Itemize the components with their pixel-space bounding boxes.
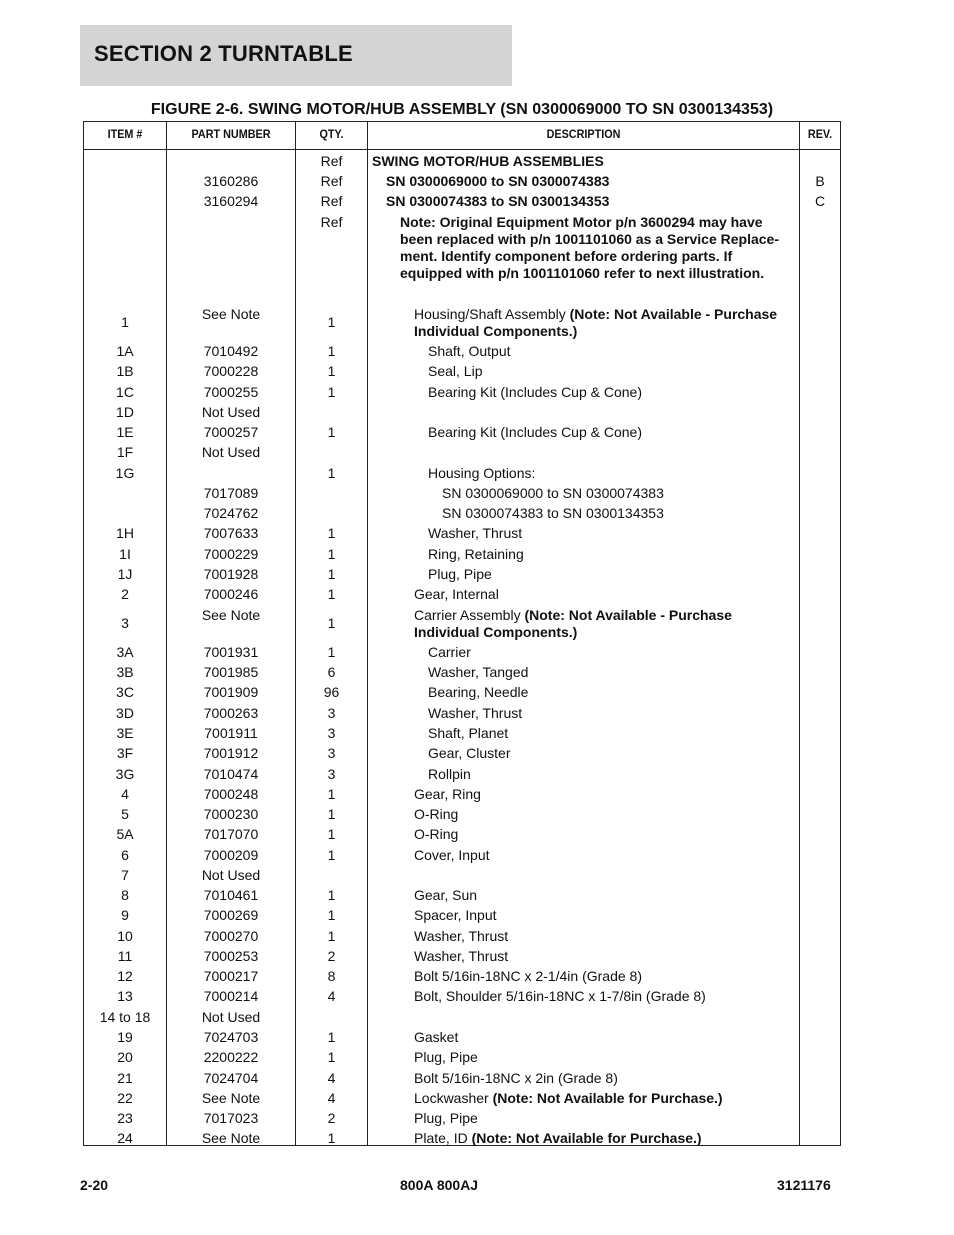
qty-cell: 1	[327, 546, 336, 562]
item-cell: 5	[121, 806, 129, 822]
item-cell: 20	[117, 1049, 133, 1065]
rev-cell: C	[814, 193, 826, 209]
description-cell	[414, 948, 794, 965]
section-title: SECTION 2 TURNTABLE	[94, 41, 353, 66]
description-text: O-Ring	[414, 826, 459, 842]
description-text: Housing Options:	[428, 465, 536, 481]
part-number-cell: 7000217	[203, 968, 259, 984]
part-number-cell: 7000230	[203, 806, 259, 822]
part-number-cell: 7000257	[203, 424, 259, 440]
description-text: SWING MOTOR/HUB ASSEMBLIES	[372, 153, 604, 169]
description-text: Plate, ID	[414, 1130, 472, 1146]
col-header-part-number: PART NUMBER	[191, 127, 271, 141]
description-cell	[414, 847, 794, 864]
description-text: Bolt 5/16in-18NC x 2in (Grade 8)	[414, 1070, 618, 1086]
description-cell	[428, 566, 798, 583]
part-number-cell: Not Used	[201, 444, 261, 460]
part-number-cell: 7000253	[203, 948, 259, 964]
qty-cell: 2	[327, 948, 336, 964]
qty-cell: 1	[327, 786, 336, 802]
part-number-cell: 7000228	[203, 363, 259, 379]
item-cell: 3E	[116, 725, 134, 741]
description-cell	[428, 684, 798, 701]
description-text: Plug, Pipe	[428, 566, 492, 582]
qty-cell: 1	[327, 847, 336, 863]
description-text: Note: Original Equipment Motor p/n 3600294 may have been replaced with p/n 1001101060 as a Service Replace-ment. Identify component before ordering parts. If equipped with p/n 1001101060 refer to next illustration.	[400, 214, 779, 281]
part-number-cell: See Note	[201, 607, 261, 623]
description-cell	[414, 806, 794, 823]
part-number-cell: 7024704	[203, 1070, 259, 1086]
qty-cell: 6	[327, 664, 336, 680]
col-header-item: ITEM #	[107, 127, 143, 141]
part-number-cell: 7010474	[203, 766, 259, 782]
item-cell: 24	[117, 1130, 133, 1146]
qty-cell: 1	[327, 887, 336, 903]
description-cell	[428, 424, 798, 441]
description-text: Plug, Pipe	[414, 1110, 478, 1126]
part-number-cell: 7000248	[203, 786, 259, 802]
item-cell: 12	[117, 968, 133, 984]
header-divider	[84, 149, 840, 150]
item-cell: 1E	[116, 424, 134, 440]
item-cell: 1B	[116, 363, 134, 379]
description-cell	[414, 1029, 794, 1046]
description-text: Bolt 5/16in-18NC x 2-1/4in (Grade 8)	[414, 968, 642, 984]
description-note: (Note: Not Available for Purchase.)	[492, 1090, 723, 1106]
description-note: (Note: Not Available - Purchase Individual Components.)	[414, 607, 732, 640]
part-number-cell: 3160294	[203, 193, 259, 209]
item-cell: 1F	[116, 444, 134, 460]
item-cell: 7	[121, 867, 129, 883]
part-number-cell: 7001909	[203, 684, 259, 700]
part-number-cell: 3160286	[203, 173, 259, 189]
part-number-cell: See Note	[201, 306, 261, 322]
part-number-cell: 7000209	[203, 847, 259, 863]
description-text: Shaft, Output	[428, 343, 511, 359]
description-cell	[414, 586, 794, 603]
description-cell	[414, 826, 794, 843]
qty-cell: 1	[327, 928, 336, 944]
description-text: SN 0300074383 to SN 0300134353	[386, 193, 610, 209]
description-text: Bearing Kit (Includes Cup & Cone)	[428, 424, 642, 440]
item-cell: 1H	[116, 525, 134, 541]
description-text: Housing/Shaft Assembly	[414, 306, 570, 322]
description-text: O-Ring	[414, 806, 459, 822]
qty-cell: 4	[327, 1070, 336, 1086]
item-cell: 21	[117, 1070, 133, 1086]
section-header	[80, 25, 512, 86]
part-number-cell: 7001931	[203, 644, 259, 660]
description-text: Cover, Input	[414, 847, 490, 863]
qty-cell: 96	[323, 684, 340, 700]
item-cell: 3D	[116, 705, 134, 721]
item-cell: 6	[121, 847, 129, 863]
description-text: Carrier Assembly	[414, 607, 525, 623]
qty-cell: 1	[327, 615, 336, 631]
description-text: Spacer, Input	[414, 907, 497, 923]
qty-cell: Ref	[320, 153, 343, 169]
qty-cell: 1	[327, 586, 336, 602]
col-header-qty: QTY.	[319, 127, 344, 141]
model-number: 800A 800AJ	[400, 1177, 479, 1193]
part-number-cell: 7001985	[203, 664, 259, 680]
description-note: (Note: Not Available - Purchase Individual Components.)	[414, 306, 778, 339]
qty-cell: 3	[327, 725, 336, 741]
qty-cell: 1	[327, 525, 336, 541]
part-number-cell: 7024762	[203, 505, 259, 521]
description-cell	[414, 1070, 794, 1087]
description-cell	[400, 214, 786, 282]
part-number-cell: 7024703	[203, 1029, 259, 1045]
qty-cell: 1	[327, 1130, 336, 1146]
item-cell: 19	[117, 1029, 133, 1045]
item-cell: 1G	[115, 465, 135, 481]
qty-cell: 1	[327, 384, 336, 400]
qty-cell: 1	[327, 566, 336, 582]
item-cell: 3A	[116, 644, 134, 660]
description-cell	[428, 725, 798, 742]
part-number-cell: 7007633	[203, 525, 259, 541]
description-text: Gear, Sun	[414, 887, 478, 903]
description-cell	[428, 465, 798, 482]
description-cell	[414, 607, 794, 641]
item-cell: 14 to 18	[99, 1009, 151, 1025]
item-cell: 5A	[116, 826, 134, 842]
part-number-cell: 7000255	[203, 384, 259, 400]
part-number-cell: 7000270	[203, 928, 259, 944]
part-number-cell: 7017023	[203, 1110, 259, 1126]
description-cell	[414, 786, 794, 803]
description-cell	[386, 173, 791, 190]
description-cell	[428, 546, 798, 563]
description-cell	[414, 306, 794, 340]
description-note: (Note: Not Available for Purchase.)	[471, 1130, 702, 1146]
description-cell	[442, 505, 802, 522]
description-cell	[442, 485, 802, 502]
part-number-cell: 7010492	[203, 343, 259, 359]
description-cell	[414, 928, 794, 945]
qty-cell: 1	[327, 806, 336, 822]
page-number: 2-20	[80, 1177, 109, 1193]
qty-cell: 1	[327, 907, 336, 923]
part-number-cell: 7017070	[203, 826, 259, 842]
column-divider	[367, 122, 368, 1145]
description-text: SN 0300074383 to SN 0300134353	[442, 505, 664, 521]
part-number-cell: 2200222	[203, 1049, 259, 1065]
description-text: Gasket	[414, 1029, 459, 1045]
item-cell: 1C	[116, 384, 134, 400]
item-cell: 3B	[116, 664, 134, 680]
part-number-cell: 7001911	[204, 725, 258, 741]
qty-cell: 1	[327, 1049, 336, 1065]
description-cell	[428, 644, 798, 661]
description-text: Bolt, Shoulder 5/16in-18NC x 1-7/8in (Grade 8)	[414, 988, 706, 1004]
item-cell: 1I	[119, 546, 131, 562]
part-number-cell: 7001928	[203, 566, 259, 582]
part-number-cell: 7000269	[203, 907, 259, 923]
item-cell: 11	[117, 948, 133, 964]
item-cell: 9	[121, 907, 129, 923]
rev-cell: B	[815, 173, 825, 189]
description-cell	[414, 1049, 794, 1066]
part-number-cell: See Note	[201, 1090, 261, 1106]
qty-cell: 2	[327, 1110, 336, 1126]
part-number-cell: Not Used	[201, 1009, 261, 1025]
qty-cell: 4	[327, 988, 336, 1004]
part-number-cell: 7000263	[203, 705, 259, 721]
description-text: Washer, Thrust	[414, 928, 509, 944]
description-cell	[428, 525, 798, 542]
description-cell	[414, 1110, 794, 1127]
description-cell	[414, 988, 794, 1005]
part-number-cell: Not Used	[201, 867, 261, 883]
description-text: SN 0300069000 to SN 0300074383	[386, 173, 610, 189]
qty-cell: 1	[327, 424, 336, 440]
qty-cell: 1	[327, 314, 336, 330]
description-cell	[414, 907, 794, 924]
item-cell: 2	[121, 586, 129, 602]
description-cell	[414, 1090, 794, 1107]
qty-cell: 1	[327, 465, 336, 481]
qty-cell: 3	[327, 745, 336, 761]
description-text: Gear, Internal	[414, 586, 499, 602]
item-cell: 4	[121, 786, 129, 802]
description-cell	[414, 1130, 794, 1147]
description-cell	[428, 766, 798, 783]
description-cell	[414, 887, 794, 904]
qty-cell: 1	[327, 1029, 336, 1045]
description-text: Bearing Kit (Includes Cup & Cone)	[428, 384, 642, 400]
part-number-cell: 7000246	[203, 586, 259, 602]
qty-cell: 8	[327, 968, 336, 984]
column-divider	[799, 122, 800, 1145]
description-cell	[386, 193, 791, 210]
qty-cell: 1	[327, 343, 336, 359]
part-number-cell: 7017089	[203, 485, 259, 501]
qty-cell: Ref	[320, 173, 343, 189]
qty-cell: Ref	[320, 214, 343, 230]
item-cell: 1D	[116, 404, 134, 420]
qty-cell: 3	[327, 705, 336, 721]
qty-cell: 4	[327, 1090, 336, 1106]
description-cell	[428, 745, 798, 762]
part-number-cell: See Note	[201, 1130, 261, 1146]
parts-table	[83, 121, 841, 1146]
qty-cell: 1	[327, 826, 336, 842]
description-text: Lockwasher	[414, 1090, 493, 1106]
description-cell	[428, 343, 798, 360]
description-text: Ring, Retaining	[428, 546, 524, 562]
description-text: Plug, Pipe	[414, 1049, 478, 1065]
qty-cell: 3	[327, 766, 336, 782]
item-cell: 1	[121, 314, 129, 330]
description-text: Washer, Thrust	[428, 705, 523, 721]
description-text: Washer, Tanged	[428, 664, 529, 680]
description-text: Bearing, Needle	[428, 684, 529, 700]
description-cell	[372, 153, 792, 170]
item-cell: 3	[121, 615, 129, 631]
description-text: Gear, Ring	[414, 786, 481, 802]
item-cell: 10	[117, 928, 133, 944]
item-cell: 1J	[117, 566, 133, 582]
part-number-cell: Not Used	[201, 404, 261, 420]
figure-title: FIGURE 2-6. SWING MOTOR/HUB ASSEMBLY (SN 0300069000 TO SN 0300134353)	[150, 101, 774, 118]
part-number-cell: 7010461	[203, 887, 259, 903]
item-cell: 8	[121, 887, 129, 903]
item-cell: 22	[117, 1090, 133, 1106]
description-text: Shaft, Planet	[428, 725, 509, 741]
part-number-cell: 7000229	[203, 546, 259, 562]
item-cell: 3G	[115, 766, 135, 782]
qty-cell: Ref	[320, 193, 343, 209]
description-text: Washer, Thrust	[414, 948, 509, 964]
description-text: Carrier	[428, 644, 471, 660]
qty-cell: 1	[327, 644, 336, 660]
item-cell: 13	[117, 988, 133, 1004]
description-cell	[428, 384, 798, 401]
description-cell	[414, 968, 794, 985]
qty-cell: 1	[327, 363, 336, 379]
description-cell	[428, 705, 798, 722]
description-text: Gear, Cluster	[428, 745, 511, 761]
item-cell: 1A	[116, 343, 134, 359]
item-cell: 3C	[116, 684, 134, 700]
col-header-rev: REV.	[807, 127, 833, 141]
description-text: SN 0300069000 to SN 0300074383	[442, 485, 664, 501]
description-cell	[428, 363, 798, 380]
part-number-cell: 7000214	[203, 988, 259, 1004]
description-text: Seal, Lip	[428, 363, 483, 379]
item-cell: 23	[117, 1110, 133, 1126]
description-text: Washer, Thrust	[428, 525, 523, 541]
document-number: 3121176	[777, 1177, 831, 1193]
part-number-cell: 7001912	[203, 745, 259, 761]
description-text: Rollpin	[428, 766, 471, 782]
item-cell: 3F	[116, 745, 134, 761]
col-header-description: DESCRIPTION	[546, 127, 621, 141]
description-cell	[428, 664, 798, 681]
